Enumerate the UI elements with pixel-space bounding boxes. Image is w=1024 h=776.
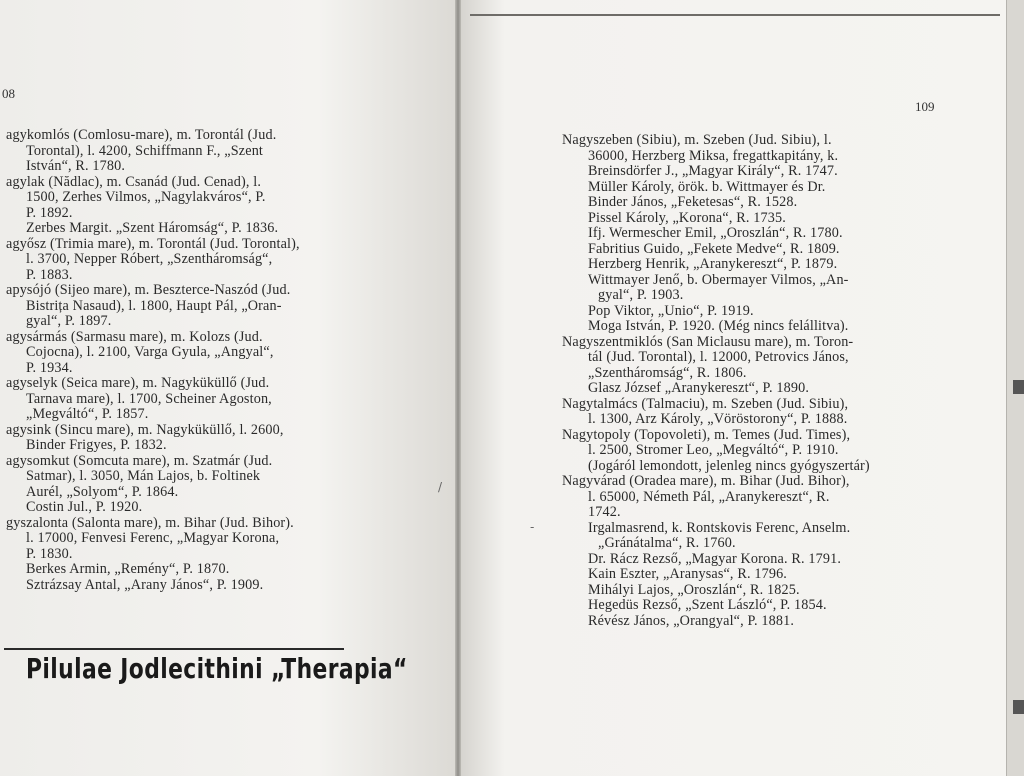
- directory-entry: [562, 319, 1002, 335]
- entry-line: Pop Viktor, „Unio“, P. 1919.: [588, 302, 754, 319]
- entry-line: Glasz József „Aranykereszt“, P. 1890.: [588, 380, 810, 396]
- entry-line: Sztrázsay Antal, „Arany János“, P. 1909.: [26, 576, 264, 593]
- entry-line: Révész János, „Orangyal“, P. 1881.: [588, 612, 795, 629]
- scan-edge: [1006, 0, 1024, 776]
- entry-line: Breinsdörfer J., „Magyar Király“, R. 1747.: [588, 163, 838, 179]
- right-entry-list: [562, 133, 1002, 629]
- left-page: [0, 0, 455, 776]
- entry-line: Binder Frigyes, P. 1832.: [26, 437, 167, 453]
- entry-line: Mihályi Lajos, „Oroszlán“, R. 1825.: [588, 581, 800, 598]
- directory-entry: [0, 283, 440, 330]
- entry-line: P. 1892.: [26, 204, 73, 221]
- entry-line: „Megváltó“, P. 1857.: [26, 406, 149, 422]
- directory-entry: [562, 226, 1002, 242]
- directory-entry: [562, 133, 1002, 211]
- directory-entry: [0, 500, 440, 516]
- directory-entry: [562, 257, 1002, 273]
- directory-entry: [562, 335, 1002, 382]
- entry-line: Herzberg Henrik, „Aranykereszt“, P. 1879.: [588, 256, 838, 272]
- entry-line: Binder János, „Feketesas“, R. 1528.: [588, 194, 798, 210]
- right-page-number: 109: [915, 99, 935, 114]
- directory-entry: [562, 381, 1002, 397]
- entry-line: Tarnava mare), l. 1700, Scheiner Agoston,: [26, 390, 272, 407]
- directory-entry: [562, 304, 1002, 320]
- entry-line: agysink (Sincu mare), m. Nagyküküllő, l. 2600,: [6, 421, 284, 438]
- directory-entry: [562, 474, 1002, 521]
- entry-line: „Gránátalma“, R. 1760.: [598, 535, 736, 551]
- entry-line: Fabritius Guido, „Fekete Medve“, R. 1809.: [588, 240, 840, 257]
- entry-line: l. 17000, Fenvesi Ferenc, „Magyar Korona,: [26, 530, 280, 546]
- entry-line: P. 1883.: [26, 266, 73, 283]
- directory-entry: [0, 376, 440, 423]
- entry-line: agysomkut (Somcuta mare), m. Szatmár (Jud.: [6, 452, 273, 469]
- entry-line: Kain Eszter, „Aranysas“, R. 1796.: [588, 566, 788, 582]
- entry-line: Nagyvárad (Oradea mare), m. Bihar (Jud. Bihor),: [562, 473, 850, 489]
- entry-line: „Szentháromság“, R. 1806.: [588, 364, 747, 381]
- directory-entry: [562, 583, 1002, 599]
- entry-line: apysójó (Sijeo mare), m. Beszterce-Naszód (Jud.: [6, 282, 291, 298]
- entry-line: Costin Jul., P. 1920.: [26, 499, 143, 515]
- directory-entry: [0, 578, 440, 594]
- entry-line: Hegedüs Rezső, „Szent László“, P. 1854.: [588, 597, 827, 613]
- entry-line: Satmar), l. 3050, Mán Lajos, b. Foltinek: [26, 468, 261, 484]
- directory-entry: [0, 330, 440, 377]
- entry-line: Dr. Rácz Rezső, „Magyar Korona. R. 1791.: [588, 550, 842, 567]
- entry-line: P. 1934.: [26, 359, 73, 376]
- entry-line: Nagyszeben (Sibiu), m. Szeben (Jud. Sibiu), l.: [562, 132, 832, 148]
- directory-entry: [0, 516, 440, 563]
- edge-mark: [1013, 700, 1024, 714]
- entry-line: agylak (Nădlac), m. Csanád (Jud. Cenad), l.: [6, 173, 262, 190]
- entry-line: Nagytalmács (Talmaciu), m. Szeben (Jud. Sibiu),: [562, 395, 849, 412]
- entry-line: Bistrița Nasaud), l. 1800, Haupt Pál, „Oran-: [26, 297, 282, 314]
- directory-entry: [0, 562, 440, 578]
- entry-line: Aurél, „Solyom“, P. 1864.: [26, 483, 179, 500]
- entry-line: (Jogáról lemondott, jelenleg nincs gyógyszertár): [588, 457, 870, 474]
- directory-entry: [562, 273, 1002, 304]
- entry-line: Nagytopoly (Topovoleti), m. Temes (Jud. Times),: [562, 426, 851, 443]
- right-page-top-edge: [470, 14, 1000, 16]
- entry-line: Moga István, P. 1920. (Még nincs felállitva).: [588, 318, 849, 334]
- advertisement-banner: Pilulae Jodlecithini „Therapia“: [26, 652, 408, 685]
- entry-line: gyszalonta (Salonta mare), m. Bihar (Jud. Bihor).: [6, 514, 294, 531]
- entry-line: agyselyk (Seica mare), m. Nagyküküllő (Jud.: [6, 375, 270, 391]
- entry-line: Torontal), l. 4200, Schiffmann F., „Szent: [26, 142, 264, 159]
- entry-line: tál (Jud. Torontal), l. 12000, Petrovics János,: [588, 349, 849, 365]
- entry-line: l. 1300, Arz Károly, „Vöröstorony“, P. 1888.: [588, 411, 848, 427]
- entry-line: Irgalmasrend, k. Rontskovis Ferenc, Anselm.: [588, 519, 851, 536]
- directory-entry: [562, 397, 1002, 428]
- entry-line: 1500, Zerhes Vilmos, „Nagylakváros“, P.: [26, 189, 266, 205]
- entry-line: Pissel Károly, „Korona“, R. 1735.: [588, 209, 786, 226]
- entry-line: Berkes Armin, „Remény“, P. 1870.: [26, 561, 230, 577]
- entry-line: gyal“, P. 1897.: [26, 313, 112, 329]
- entry-line: l. 65000, Németh Pál, „Aranykereszt“, R.: [588, 488, 830, 505]
- entry-line: agyősz (Trimia mare), m. Torontál (Jud. Torontal),: [6, 235, 300, 252]
- entry-line: Ifj. Wermescher Emil, „Oroszlán“, R. 1780.: [588, 225, 843, 241]
- entry-line: István“, R. 1780.: [26, 158, 126, 174]
- entry-line: Zerbes Margit. „Szent Háromság“, P. 1836.: [26, 220, 279, 236]
- entry-line: Wittmayer Jenő, b. Obermayer Vilmos, „An-: [588, 271, 849, 288]
- directory-entry: [562, 567, 1002, 583]
- entry-line: P. 1830.: [26, 545, 73, 562]
- edge-mark: [1013, 380, 1024, 394]
- left-entry-list: [0, 127, 443, 593]
- directory-entry: [562, 598, 1002, 614]
- entry-line: Nagyszentmiklós (San Miclausu mare), m. Toron-: [562, 333, 854, 350]
- entry-line: agysármás (Sarmasu mare), m. Kolozs (Jud.: [6, 328, 263, 345]
- entry-line: agykomlós (Comlosu-mare), m. Torontál (Jud.: [6, 127, 277, 143]
- directory-entry: [562, 521, 1002, 552]
- directory-entry: [0, 175, 440, 222]
- entry-line: 1742.: [588, 504, 621, 520]
- entry-line: l. 3700, Nepper Róbert, „Szentháromság“,: [26, 251, 273, 267]
- entry-line: Cojocna), l. 2100, Varga Gyula, „Angyal“,: [26, 344, 274, 360]
- directory-entry: [562, 211, 1002, 227]
- directory-entry: [0, 237, 440, 284]
- entry-line: 36000, Herzberg Miksa, fregattkapitány, k.: [588, 147, 839, 164]
- directory-entry: [0, 452, 443, 501]
- directory-entry: [562, 242, 1002, 258]
- directory-entry: [562, 428, 1002, 475]
- entry-line: l. 2500, Stromer Leo, „Megváltó“, P. 1910.: [588, 442, 839, 458]
- margin-mark-right: -: [530, 520, 535, 534]
- directory-entry: [562, 614, 1002, 630]
- directory-entry: [0, 221, 440, 237]
- advert-rule: [4, 648, 344, 650]
- left-page-number: 08: [2, 86, 15, 101]
- directory-entry: [0, 128, 440, 175]
- directory-entry: [0, 423, 440, 454]
- directory-entry: [562, 552, 1002, 568]
- entry-line: Müller Károly, örök. b. Wittmayer és Dr.: [588, 178, 826, 195]
- margin-mark: /: [438, 480, 443, 494]
- entry-line: gyal“, P. 1903.: [598, 287, 684, 303]
